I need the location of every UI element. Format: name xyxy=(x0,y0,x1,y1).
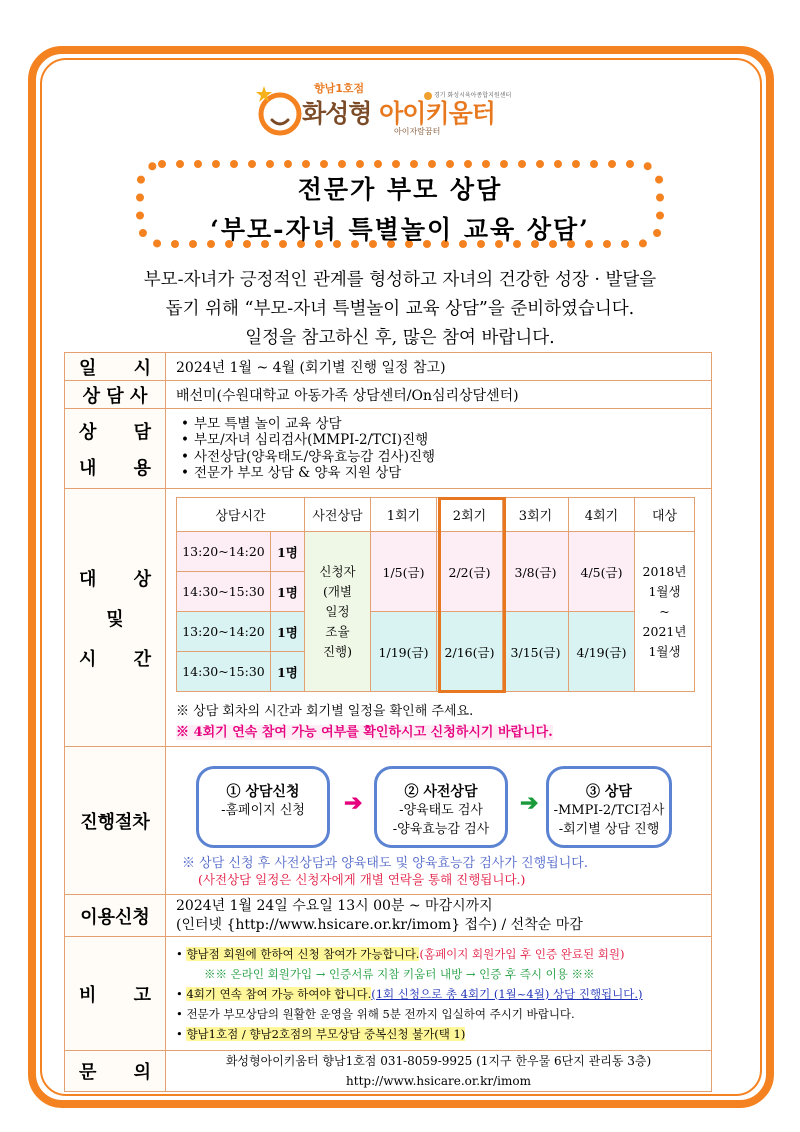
schedule-table xyxy=(176,497,695,692)
value-remarks xyxy=(166,937,712,1051)
process-flow xyxy=(176,760,701,887)
session-date: 3/8(금) xyxy=(503,532,569,612)
count-cell: 1명 xyxy=(271,652,305,692)
intro-line: 일정을 참고하신 후, 많은 참여 바랍니다. xyxy=(245,328,555,348)
row-date xyxy=(65,353,712,381)
time-cell: 13:20~14:20 xyxy=(177,612,271,652)
count-cell: 1명 xyxy=(271,532,305,572)
row-content xyxy=(65,409,712,489)
header-cell: 3회기 xyxy=(503,498,569,532)
value-contact: 화성형아이키움터 향남1호점 031-8059-9925 (1지구 한우물 6단지 관리동 3층) http://www.hsicare.or.kr/imom xyxy=(166,1051,712,1092)
label-apply: 이용신청 xyxy=(65,895,166,937)
list-item: • 전문가 부모 상담 & 양육 지원 상담 xyxy=(176,465,701,482)
audience-cell: 2018년 1월생 ~ 2021년 1월생 xyxy=(635,532,695,692)
session-date: 4/5(금) xyxy=(569,532,635,612)
logo-title: 화성형 아이키움터 xyxy=(302,99,495,128)
header-cell: 상담시간 xyxy=(177,498,305,532)
list-item: • 부모 특별 놀이 교육 상담 xyxy=(176,416,701,433)
label-date: 일 시 xyxy=(65,353,166,381)
table-row xyxy=(177,532,695,572)
session-date: 3/15(금) xyxy=(503,612,569,692)
list-item: • 부모/자녀 심리검사(MMPI-2/TCI)진행 xyxy=(176,432,701,449)
arrow-right-icon: ➔ xyxy=(344,789,363,816)
logo-subtitle: 아이자람꿈터 xyxy=(394,127,441,136)
value-date: 2024년 1월 ~ 4월 (회기별 진행 일정 참고) xyxy=(166,353,712,381)
row-target xyxy=(65,489,712,747)
info-table xyxy=(64,352,712,1092)
row-apply xyxy=(65,895,712,937)
table-row xyxy=(177,612,695,652)
value-content xyxy=(166,409,712,489)
step-pre-counsel: ② 사전상담 -양육태도 검사 -양육효능감 검사 xyxy=(374,766,508,848)
remark-item: • 4회기 연속 참여 가능 하여야 합니다.(1회 신청으로 총 4회기 (1월~4월) 상담 진행됩니다.) xyxy=(176,984,701,1004)
session-date: 1/5(금) xyxy=(371,532,437,612)
logo-branch: 향남1호점 xyxy=(314,82,365,95)
header-cell: 대상 xyxy=(635,498,695,532)
label-contact: 문 의 xyxy=(65,1051,166,1092)
session-date: 4/19(금) xyxy=(569,612,635,692)
intro-line: 돕기 위해 “부모-자녀 특별놀이 교육 상담”을 준비하였습니다. xyxy=(165,299,635,319)
count-cell: 1명 xyxy=(271,612,305,652)
label-process: 진행절차 xyxy=(65,747,166,895)
session-date: 1/19(금) xyxy=(371,612,437,692)
process-note-sub: (사전상담 일정은 신청자에게 개별 연락을 통해 진행됩니다.) xyxy=(198,871,526,887)
label-target: 대 상 및 시 간 xyxy=(65,489,166,747)
step-counsel: ③ 상담 -MMPI-2/TCI검사 -회기별 상담 진행 xyxy=(546,766,672,848)
session-date: 2/16(금) xyxy=(437,612,503,692)
label-remarks: 비 고 xyxy=(65,937,166,1051)
value-counselor: 배선미(수원대학교 아동가족 상담센터/On심리상담센터) xyxy=(166,381,712,409)
time-cell: 14:30~15:30 xyxy=(177,572,271,612)
value-apply: 2024년 1월 24일 수요일 13시 00분 ~ 마감시까지 (인터넷 {http://www.hsicare.or.kr/imom} 접수) / 선착순 마감 xyxy=(166,895,712,937)
remark-item: • 전문가 부모상담의 원활한 운영을 위해 5분 전까지 입실하여 주시기 바랍니다. xyxy=(176,1004,701,1024)
value-target xyxy=(166,489,712,747)
label-content: 상 담 내 용 xyxy=(65,409,166,489)
schedule-header xyxy=(177,498,695,532)
intro-line: 부모-자녀가 긍정적인 관계를 형성하고 자녀의 건강한 성장 · 발달을 xyxy=(143,270,657,290)
title-box xyxy=(134,158,666,250)
row-process xyxy=(65,747,712,895)
header-cell: 1회기 xyxy=(371,498,437,532)
time-cell: 13:20~14:20 xyxy=(177,532,271,572)
title-line-1: 전문가 부모 상담 xyxy=(297,175,503,204)
row-contact xyxy=(65,1051,712,1092)
time-cell: 14:30~15:30 xyxy=(177,652,271,692)
remark-item: ※※ 온라인 회원가입 → 인증서류 지참 키움터 내방 → 인증 후 즉시 이용 ※※ xyxy=(204,966,595,981)
count-cell: 1명 xyxy=(271,572,305,612)
arrow-right-icon: ➔ xyxy=(520,789,539,816)
header-cell: 2회기 xyxy=(437,498,503,532)
title-line-2: ‘부모-자녀 특별놀이 교육 상담’ xyxy=(210,215,590,244)
partner-logo: 경기 화성시육아종합지원센터 xyxy=(424,90,511,100)
process-note: ※ 상담 신청 후 사전상담과 양육태도 및 양육효능감 검사가 진행됩니다. xyxy=(182,855,588,871)
session-date: 2/2(금) xyxy=(437,532,503,612)
step-apply: ① 상담신청 -홈페이지 신청 xyxy=(196,766,330,848)
schedule-note: ※ 상담 회차의 시간과 회기별 일정을 확인해 주세요. xyxy=(176,704,474,719)
row-counselor xyxy=(65,381,712,409)
header-cell: 4회기 xyxy=(569,498,635,532)
row-remarks xyxy=(65,937,712,1051)
partner-logo-icon xyxy=(424,92,432,100)
value-process xyxy=(166,747,712,895)
logo xyxy=(256,76,546,138)
remark-item: • 향남1호점 / 향남2호점의 부모상담 중복신청 불가(택 1) xyxy=(176,1024,701,1044)
intro-text xyxy=(60,266,740,353)
list-item: • 사전상담(양육태도/양육효능감 검사)진행 xyxy=(176,449,701,466)
pre-counsel-cell: 신청자 (개별 일정 조율 진행) xyxy=(305,532,371,692)
schedule-warning: ※ 4회기 연속 참여 가능 여부를 확인하시고 신청하시기 바랍니다. xyxy=(176,725,553,740)
header-cell: 사전상담 xyxy=(305,498,371,532)
remark-item: • 향남점 회원에 한하여 신청 참여가 가능합니다.(홈페이지 회원가입 후 인증 완료된 회원) xyxy=(176,944,701,964)
label-counselor: 상 담 사 xyxy=(65,381,166,409)
